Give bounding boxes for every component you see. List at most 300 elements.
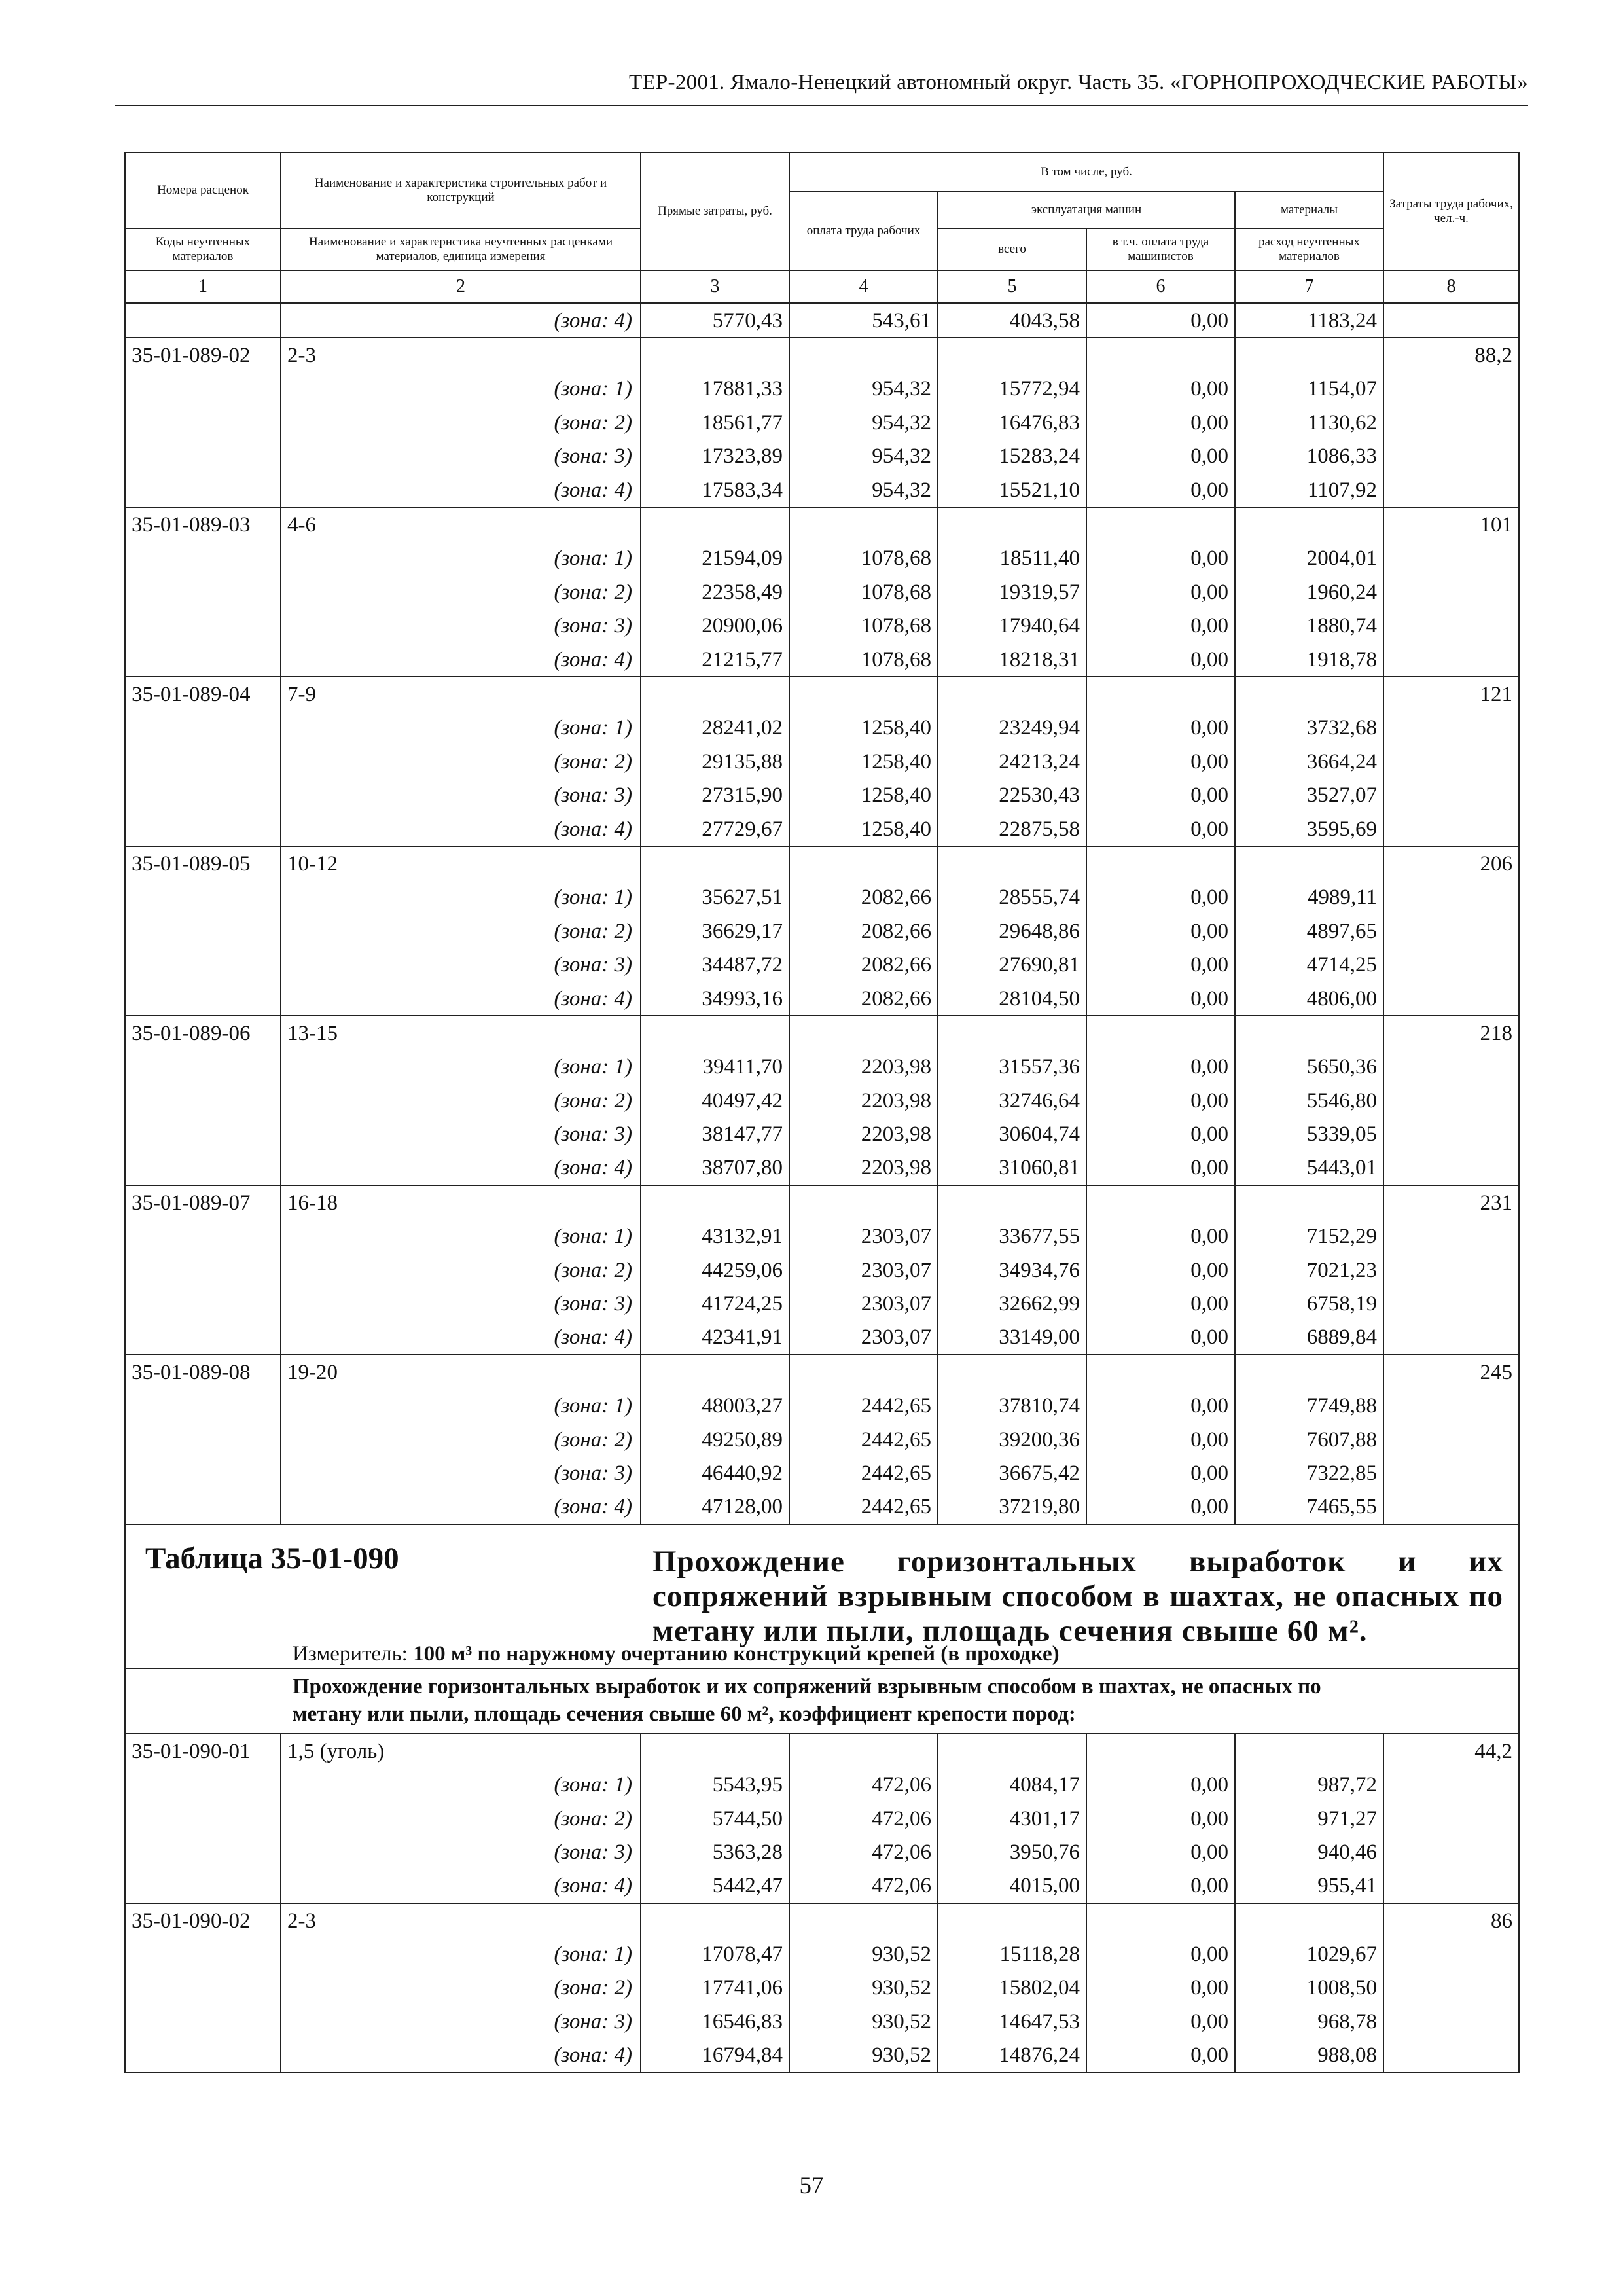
empty-cell xyxy=(1086,1016,1235,1050)
zone-label: (зона: 2) xyxy=(281,914,641,948)
rate-name: 2-3 xyxy=(281,338,641,372)
zone-label: (зона: 4) xyxy=(281,1151,641,1185)
operator-pay: 0,00 xyxy=(1086,1835,1235,1869)
operator-pay: 0,00 xyxy=(1086,711,1235,745)
labor-hours-cell xyxy=(1383,1971,1519,2005)
rate-code: 35-01-089-06 xyxy=(125,1016,281,1050)
material-cost: 1008,50 xyxy=(1235,1971,1383,2005)
zone-row xyxy=(125,914,1519,948)
machine-cost: 14647,53 xyxy=(938,2005,1086,2038)
empty-cell xyxy=(1086,1903,1235,1937)
operator-pay: 0,00 xyxy=(1086,1321,1235,1355)
rate-code-cell xyxy=(125,1423,281,1456)
rate-code-cell xyxy=(125,2005,281,2038)
machine-cost: 4043,58 xyxy=(938,303,1086,338)
rate-code-cell xyxy=(125,1220,281,1253)
zone-row xyxy=(125,881,1519,914)
table-body-090 xyxy=(125,1734,1519,2073)
material-cost: 7749,88 xyxy=(1235,1390,1383,1423)
labor-pay: 2442,65 xyxy=(789,1456,938,1490)
rate-code-cell xyxy=(125,406,281,439)
direct-cost: 39411,70 xyxy=(641,1050,789,1084)
rate-code-cell xyxy=(125,711,281,745)
operator-pay: 0,00 xyxy=(1086,914,1235,948)
rate-code-cell xyxy=(125,745,281,778)
direct-cost: 27315,90 xyxy=(641,778,789,812)
operator-pay: 0,00 xyxy=(1086,372,1235,406)
operator-pay: 0,00 xyxy=(1086,1971,1235,2005)
operator-pay: 0,00 xyxy=(1086,1220,1235,1253)
operator-pay: 0,00 xyxy=(1086,542,1235,575)
empty-cell xyxy=(938,846,1086,880)
rate-code-cell xyxy=(125,881,281,914)
material-cost: 7322,85 xyxy=(1235,1456,1383,1490)
operator-pay: 0,00 xyxy=(1086,1802,1235,1835)
labor-hours-cell xyxy=(1383,1321,1519,1355)
material-cost: 3527,07 xyxy=(1235,778,1383,812)
rate-code-cell xyxy=(125,1768,281,1801)
zone-label: (зона: 4) xyxy=(281,982,641,1016)
labor-pay: 954,32 xyxy=(789,440,938,473)
direct-cost: 5442,47 xyxy=(641,1869,789,1903)
zone-label: (зона: 1) xyxy=(281,711,641,745)
labor-pay: 2082,66 xyxy=(789,948,938,981)
rate-code-cell xyxy=(125,303,281,338)
labor-pay: 2442,65 xyxy=(789,1490,938,1524)
empty-cell xyxy=(1086,1734,1235,1768)
labor-hours-cell xyxy=(1383,1117,1519,1151)
zone-row xyxy=(125,1084,1519,1117)
rate-code-cell xyxy=(125,1151,281,1185)
rate-row xyxy=(125,1355,1519,1389)
zone-row xyxy=(125,711,1519,745)
labor-pay: 2203,98 xyxy=(789,1117,938,1151)
zone-label: (зона: 4) xyxy=(281,1490,641,1524)
column-number: 1 xyxy=(125,270,281,303)
direct-cost: 16794,84 xyxy=(641,2039,789,2073)
material-cost: 2004,01 xyxy=(1235,542,1383,575)
operator-pay: 0,00 xyxy=(1086,473,1235,507)
machine-cost: 19319,57 xyxy=(938,575,1086,609)
rate-name: 13-15 xyxy=(281,1016,641,1050)
machine-cost: 29648,86 xyxy=(938,914,1086,948)
rate-name: 2-3 xyxy=(281,1903,641,1937)
empty-cell xyxy=(1086,1185,1235,1219)
zone-row xyxy=(125,1321,1519,1355)
labor-hours-cell xyxy=(1383,1937,1519,1971)
material-cost: 4897,65 xyxy=(1235,914,1383,948)
direct-cost: 38707,80 xyxy=(641,1151,789,1185)
zone-label: (зона: 3) xyxy=(281,2005,641,2038)
labor-pay: 930,52 xyxy=(789,1937,938,1971)
page-number: 57 xyxy=(799,2172,824,2199)
rate-code-cell xyxy=(125,1321,281,1355)
labor-hours-cell xyxy=(1383,1151,1519,1185)
zone-row xyxy=(125,1456,1519,1490)
material-cost: 1880,74 xyxy=(1235,609,1383,643)
zone-row xyxy=(125,303,1519,338)
zone-label: (зона: 1) xyxy=(281,1768,641,1801)
rate-code: 35-01-089-03 xyxy=(125,507,281,541)
operator-pay: 0,00 xyxy=(1086,1423,1235,1456)
machine-cost: 34934,76 xyxy=(938,1253,1086,1287)
zone-label: (зона: 3) xyxy=(281,1117,641,1151)
labor-pay: 543,61 xyxy=(789,303,938,338)
rate-code-cell xyxy=(125,609,281,643)
labor-pay: 1258,40 xyxy=(789,812,938,846)
empty-cell xyxy=(789,1185,938,1219)
empty-cell xyxy=(938,677,1086,711)
zone-label: (зона: 1) xyxy=(281,1220,641,1253)
empty-cell xyxy=(1086,846,1235,880)
rate-code-cell xyxy=(125,948,281,981)
operator-pay: 0,00 xyxy=(1086,1151,1235,1185)
labor-hours-cell xyxy=(1383,948,1519,981)
direct-cost: 49250,89 xyxy=(641,1423,789,1456)
material-cost: 1154,07 xyxy=(1235,372,1383,406)
empty-cell xyxy=(938,1903,1086,1937)
labor-hours-cell xyxy=(1383,1220,1519,1253)
material-cost: 5339,05 xyxy=(1235,1117,1383,1151)
labor-hours: 86 xyxy=(1383,1903,1519,1937)
table-body-089 xyxy=(125,303,1519,1524)
operator-pay: 0,00 xyxy=(1086,948,1235,981)
column-number: 4 xyxy=(789,270,938,303)
rate-code: 35-01-089-08 xyxy=(125,1355,281,1389)
header-labor-pay: оплата труда рабочих xyxy=(789,192,938,270)
labor-hours-cell xyxy=(1383,812,1519,846)
header-material-codes: Коды неучтенных материалов xyxy=(125,228,281,270)
rate-name: 19-20 xyxy=(281,1355,641,1389)
rate-code-cell xyxy=(125,1050,281,1084)
direct-cost: 35627,51 xyxy=(641,881,789,914)
header-operator-pay: в т.ч. оплата труда машинистов xyxy=(1086,228,1235,270)
labor-hours: 245 xyxy=(1383,1355,1519,1389)
zone-row xyxy=(125,2039,1519,2073)
material-cost: 3664,24 xyxy=(1235,745,1383,778)
rate-code-cell xyxy=(125,643,281,677)
empty-cell xyxy=(1235,1185,1383,1219)
direct-cost: 5543,95 xyxy=(641,1768,789,1801)
zone-row xyxy=(125,1151,1519,1185)
empty-cell xyxy=(789,507,938,541)
machine-cost: 4015,00 xyxy=(938,1869,1086,1903)
labor-pay: 2303,07 xyxy=(789,1321,938,1355)
labor-hours-cell xyxy=(1383,440,1519,473)
header-work-name: Наименование и характеристика строительных работ и конструкций xyxy=(281,152,641,228)
rate-name: 4-6 xyxy=(281,507,641,541)
empty-cell xyxy=(1235,507,1383,541)
zone-label: (зона: 3) xyxy=(281,1287,641,1320)
operator-pay: 0,00 xyxy=(1086,745,1235,778)
measurement-unit xyxy=(293,1643,1060,1665)
material-cost: 6889,84 xyxy=(1235,1321,1383,1355)
labor-pay: 930,52 xyxy=(789,1971,938,2005)
rate-row xyxy=(125,1734,1519,1768)
rate-code-cell xyxy=(125,812,281,846)
machine-cost: 18511,40 xyxy=(938,542,1086,575)
machine-cost: 27690,81 xyxy=(938,948,1086,981)
material-cost: 1086,33 xyxy=(1235,440,1383,473)
zone-row xyxy=(125,1768,1519,1801)
operator-pay: 0,00 xyxy=(1086,812,1235,846)
direct-cost: 44259,06 xyxy=(641,1253,789,1287)
column-number: 2 xyxy=(281,270,641,303)
machine-cost: 32746,64 xyxy=(938,1084,1086,1117)
machine-cost: 23249,94 xyxy=(938,711,1086,745)
rate-code: 35-01-089-05 xyxy=(125,846,281,880)
material-cost: 1918,78 xyxy=(1235,643,1383,677)
direct-cost: 29135,88 xyxy=(641,745,789,778)
operator-pay: 0,00 xyxy=(1086,1490,1235,1524)
material-cost: 968,78 xyxy=(1235,2005,1383,2038)
zone-label: (зона: 1) xyxy=(281,1937,641,1971)
labor-pay: 2442,65 xyxy=(789,1423,938,1456)
rate-name: 10-12 xyxy=(281,846,641,880)
machine-cost: 24213,24 xyxy=(938,745,1086,778)
direct-cost: 48003,27 xyxy=(641,1390,789,1423)
header-direct-costs: Прямые затраты, руб. xyxy=(641,152,789,270)
column-number: 7 xyxy=(1235,270,1383,303)
labor-hours-cell xyxy=(1383,1050,1519,1084)
column-number: 6 xyxy=(1086,270,1235,303)
rate-code: 35-01-090-02 xyxy=(125,1903,281,1937)
labor-pay: 2203,98 xyxy=(789,1151,938,1185)
rate-row xyxy=(125,1185,1519,1219)
zone-label: (зона: 3) xyxy=(281,1456,641,1490)
header-rate-numbers: Номера расценок xyxy=(125,152,281,228)
meter-prefix: Измеритель: xyxy=(293,1642,414,1666)
zone-row xyxy=(125,1937,1519,1971)
direct-cost: 43132,91 xyxy=(641,1220,789,1253)
labor-hours-cell xyxy=(1383,1490,1519,1524)
labor-hours-cell xyxy=(1383,1835,1519,1869)
operator-pay: 0,00 xyxy=(1086,643,1235,677)
zone-label: (зона: 1) xyxy=(281,372,641,406)
machine-cost: 15283,24 xyxy=(938,440,1086,473)
zone-row xyxy=(125,1117,1519,1151)
operator-pay: 0,00 xyxy=(1086,406,1235,439)
machine-cost: 15118,28 xyxy=(938,1937,1086,1971)
zone-row xyxy=(125,609,1519,643)
labor-hours: 121 xyxy=(1383,677,1519,711)
labor-pay: 2303,07 xyxy=(789,1220,938,1253)
header-rule xyxy=(115,105,1528,106)
machine-cost: 32662,99 xyxy=(938,1287,1086,1320)
machine-cost: 22875,58 xyxy=(938,812,1086,846)
operator-pay: 0,00 xyxy=(1086,575,1235,609)
zone-row xyxy=(125,440,1519,473)
labor-pay: 1258,40 xyxy=(789,745,938,778)
zone-label: (зона: 3) xyxy=(281,609,641,643)
column-number: 8 xyxy=(1383,270,1519,303)
operator-pay: 0,00 xyxy=(1086,778,1235,812)
empty-cell xyxy=(789,1355,938,1389)
empty-cell xyxy=(1086,1355,1235,1389)
direct-cost: 18561,77 xyxy=(641,406,789,439)
empty-cell xyxy=(1086,677,1235,711)
labor-hours-cell xyxy=(1383,609,1519,643)
rate-code-cell xyxy=(125,914,281,948)
labor-pay: 1078,68 xyxy=(789,542,938,575)
machine-cost: 15802,04 xyxy=(938,1971,1086,2005)
zone-label: (зона: 4) xyxy=(281,1869,641,1903)
zone-row xyxy=(125,372,1519,406)
empty-cell xyxy=(641,1185,789,1219)
zone-row xyxy=(125,1869,1519,1903)
empty-cell xyxy=(1235,1016,1383,1050)
rate-name: 7-9 xyxy=(281,677,641,711)
material-cost: 5546,80 xyxy=(1235,1084,1383,1117)
empty-cell xyxy=(641,846,789,880)
zone-row xyxy=(125,1253,1519,1287)
labor-hours-cell xyxy=(1383,914,1519,948)
section-title: Прохождение горизонтальных выработок и их сопряжений взрывным способом в шахтах, не опасных по метану или пыли, площадь сечения свыше 60 м², коэффициент крепости пород: xyxy=(293,1675,1321,1727)
zone-label: (зона: 1) xyxy=(281,881,641,914)
empty-cell xyxy=(938,1185,1086,1219)
rate-code-cell xyxy=(125,1937,281,1971)
operator-pay: 0,00 xyxy=(1086,2005,1235,2038)
direct-cost: 34993,16 xyxy=(641,982,789,1016)
labor-pay: 1258,40 xyxy=(789,778,938,812)
labor-hours-cell xyxy=(1383,406,1519,439)
labor-pay: 472,06 xyxy=(789,1768,938,1801)
rate-code: 35-01-089-02 xyxy=(125,338,281,372)
labor-pay: 2203,98 xyxy=(789,1050,938,1084)
material-cost: 1183,24 xyxy=(1235,303,1383,338)
zone-row xyxy=(125,542,1519,575)
labor-pay: 2082,66 xyxy=(789,914,938,948)
zone-row xyxy=(125,778,1519,812)
zone-row xyxy=(125,1835,1519,1869)
machine-cost: 18218,31 xyxy=(938,643,1086,677)
labor-hours-cell xyxy=(1383,745,1519,778)
empty-cell xyxy=(1086,507,1235,541)
zone-row xyxy=(125,575,1519,609)
zone-row xyxy=(125,1971,1519,2005)
rate-code-cell xyxy=(125,982,281,1016)
labor-pay: 2303,07 xyxy=(789,1287,938,1320)
material-cost: 6758,19 xyxy=(1235,1287,1383,1320)
labor-hours-cell xyxy=(1383,982,1519,1016)
zone-label: (зона: 2) xyxy=(281,406,641,439)
direct-cost: 27729,67 xyxy=(641,812,789,846)
material-cost: 7152,29 xyxy=(1235,1220,1383,1253)
header-material-consumption: расход неучтенных материалов xyxy=(1235,228,1383,270)
direct-cost: 21215,77 xyxy=(641,643,789,677)
labor-pay: 472,06 xyxy=(789,1835,938,1869)
direct-cost: 17583,34 xyxy=(641,473,789,507)
labor-hours: 101 xyxy=(1383,507,1519,541)
empty-cell xyxy=(789,338,938,372)
empty-cell xyxy=(641,338,789,372)
zone-label: (зона: 4) xyxy=(281,812,641,846)
rate-row xyxy=(125,846,1519,880)
labor-hours-cell xyxy=(1383,1253,1519,1287)
labor-pay: 2203,98 xyxy=(789,1084,938,1117)
direct-cost: 16546,83 xyxy=(641,2005,789,2038)
rate-name: 16-18 xyxy=(281,1185,641,1219)
rate-code-cell xyxy=(125,473,281,507)
machine-cost: 37810,74 xyxy=(938,1390,1086,1423)
rate-code-cell xyxy=(125,542,281,575)
machine-cost: 15772,94 xyxy=(938,372,1086,406)
labor-hours-cell xyxy=(1383,643,1519,677)
header-including: В том числе, руб. xyxy=(789,152,1383,192)
rate-code-cell xyxy=(125,1390,281,1423)
rate-code-cell xyxy=(125,1835,281,1869)
empty-cell xyxy=(938,1355,1086,1389)
empty-cell xyxy=(1235,1355,1383,1389)
machine-cost: 4084,17 xyxy=(938,1768,1086,1801)
labor-hours-cell xyxy=(1383,1768,1519,1801)
labor-hours-cell xyxy=(1383,2039,1519,2073)
rate-code-cell xyxy=(125,1084,281,1117)
rate-code-cell xyxy=(125,1971,281,2005)
empty-cell xyxy=(1235,1903,1383,1937)
labor-hours: 206 xyxy=(1383,846,1519,880)
header-material-names: Наименование и характеристика неучтенных расценками материалов, единица измерения xyxy=(281,228,641,270)
zone-label: (зона: 1) xyxy=(281,1390,641,1423)
column-numbers-row xyxy=(125,270,1519,303)
machine-cost: 33677,55 xyxy=(938,1220,1086,1253)
zone-label: (зона: 2) xyxy=(281,1971,641,2005)
labor-hours-cell xyxy=(1383,1869,1519,1903)
empty-cell xyxy=(641,1355,789,1389)
labor-hours: 218 xyxy=(1383,1016,1519,1050)
labor-pay: 2442,65 xyxy=(789,1390,938,1423)
direct-cost: 5363,28 xyxy=(641,1835,789,1869)
zone-row xyxy=(125,1050,1519,1084)
empty-cell xyxy=(938,338,1086,372)
labor-pay: 472,06 xyxy=(789,1802,938,1835)
zone-label: (зона: 3) xyxy=(281,948,641,981)
table-description: Прохождение горизонтальных выработок и их сопряжений взрывным способом в шахтах, не опасных по метану или пыли, площадь сечения свыше 60 м². xyxy=(652,1545,1503,1649)
operator-pay: 0,00 xyxy=(1086,2039,1235,2073)
material-cost: 5443,01 xyxy=(1235,1151,1383,1185)
machine-cost: 4301,17 xyxy=(938,1802,1086,1835)
labor-pay: 930,52 xyxy=(789,2005,938,2038)
zone-label: (зона: 1) xyxy=(281,542,641,575)
labor-pay: 2082,66 xyxy=(789,982,938,1016)
material-cost: 955,41 xyxy=(1235,1869,1383,1903)
rate-code: 35-01-089-07 xyxy=(125,1185,281,1219)
zone-label: (зона: 2) xyxy=(281,1084,641,1117)
machine-cost: 31060,81 xyxy=(938,1151,1086,1185)
labor-pay: 930,52 xyxy=(789,2039,938,2073)
material-cost: 1107,92 xyxy=(1235,473,1383,507)
empty-cell xyxy=(641,1903,789,1937)
meter-value: 100 м³ по наружному очертанию конструкций крепей (в проходке) xyxy=(413,1642,1060,1666)
material-cost: 7465,55 xyxy=(1235,1490,1383,1524)
rate-code-cell xyxy=(125,2039,281,2073)
column-number: 3 xyxy=(641,270,789,303)
material-cost: 7021,23 xyxy=(1235,1253,1383,1287)
labor-hours-cell xyxy=(1383,473,1519,507)
rate-code-cell xyxy=(125,1456,281,1490)
header-machines-total: всего xyxy=(938,228,1086,270)
direct-cost: 5770,43 xyxy=(641,303,789,338)
material-cost: 940,46 xyxy=(1235,1835,1383,1869)
material-cost: 4806,00 xyxy=(1235,982,1383,1016)
material-cost: 1130,62 xyxy=(1235,406,1383,439)
labor-hours-cell xyxy=(1383,542,1519,575)
zone-label: (зона: 4) xyxy=(281,643,641,677)
operator-pay: 0,00 xyxy=(1086,1084,1235,1117)
labor-pay: 1258,40 xyxy=(789,711,938,745)
operator-pay: 0,00 xyxy=(1086,1869,1235,1903)
rate-code-cell xyxy=(125,575,281,609)
